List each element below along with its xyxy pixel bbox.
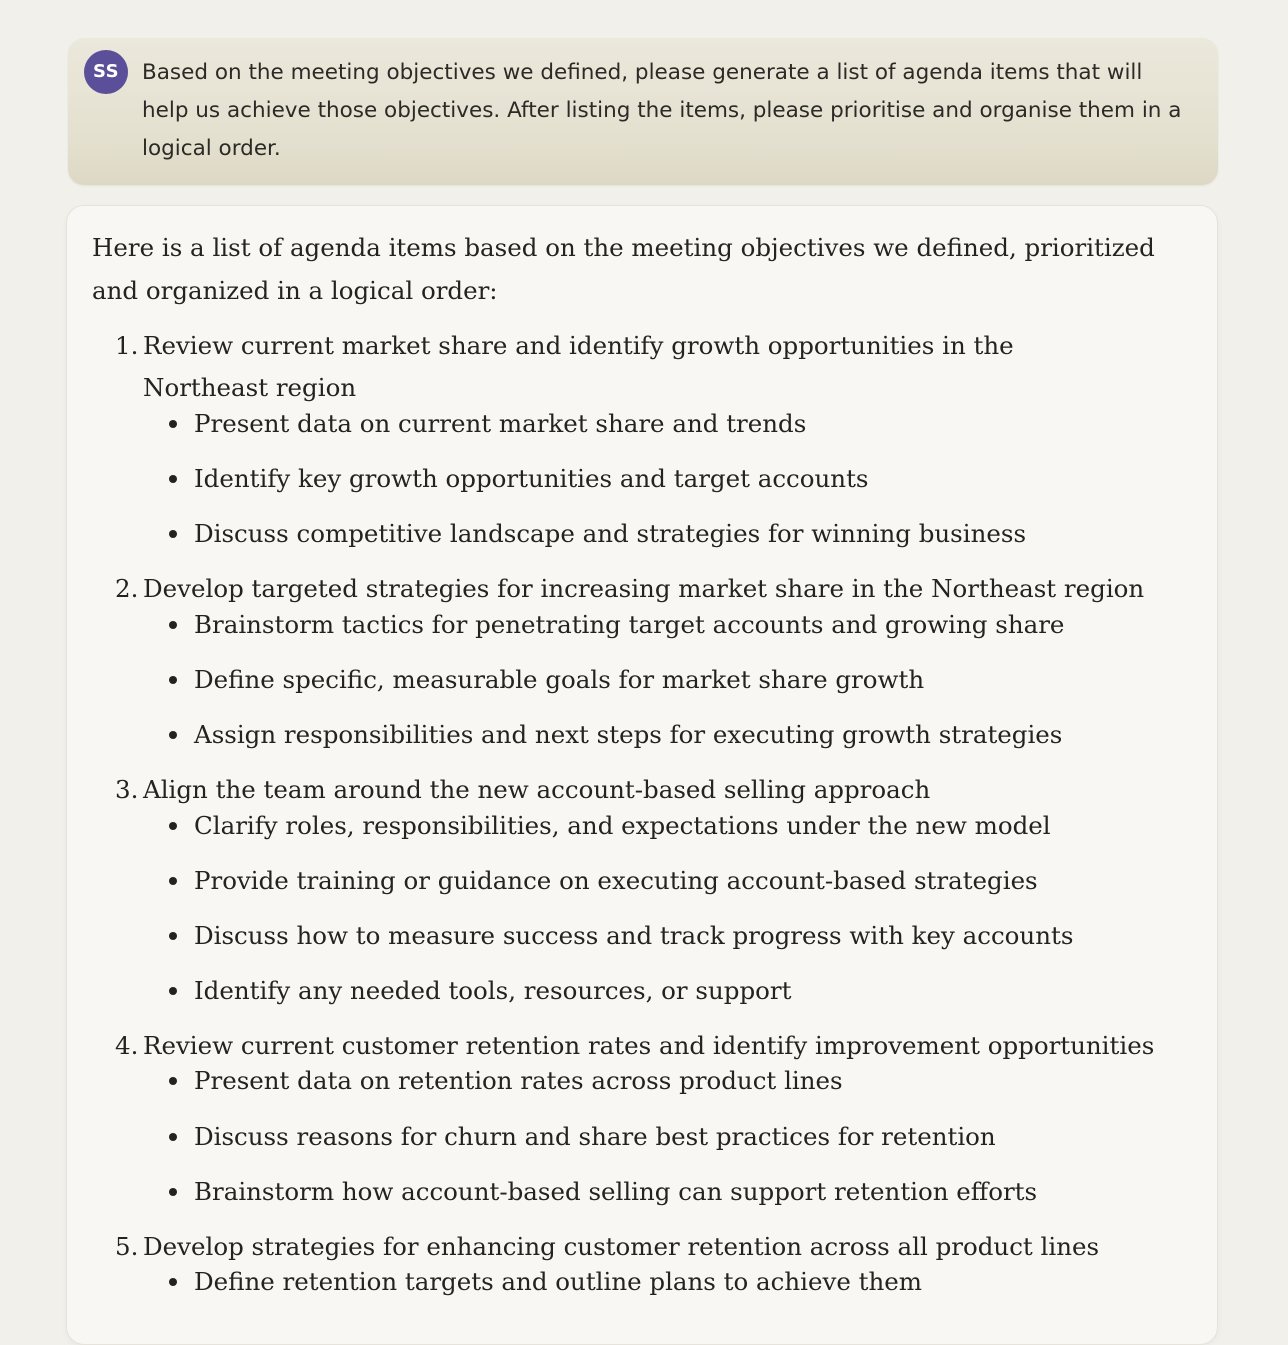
agenda-subitem: Brainstorm tactics for penetrating target accounts and growing share bbox=[194, 610, 1065, 639]
agenda-subitem: Identify any needed tools, resources, or support bbox=[194, 976, 792, 1005]
agenda-item-number: 3. bbox=[115, 775, 139, 804]
user-avatar[interactable]: SS bbox=[84, 50, 128, 94]
agenda-subitem: Define retention targets and outline plans to achieve them bbox=[194, 1267, 922, 1296]
bullet-dot bbox=[169, 932, 177, 940]
agenda-subitem: Brainstorm how account-based selling can support retention efforts bbox=[194, 1177, 1038, 1206]
agenda-subitem: Present data on current market share and trends bbox=[194, 409, 807, 438]
response-intro: Here is a list of agenda items based on the meeting objectives we defined, prioritized and organized in a logical order: bbox=[92, 233, 1155, 305]
agenda-subitem: Assign responsibilities and next steps for executing growth strategies bbox=[194, 720, 1063, 749]
agenda-subitem: Define specific, measurable goals for market share growth bbox=[194, 665, 925, 694]
bullet-dot bbox=[169, 1133, 177, 1141]
bullet-dot bbox=[169, 676, 177, 684]
bullet-dot bbox=[169, 1077, 177, 1085]
agenda-item-title: Review current customer retention rates and identify improvement opportunities bbox=[143, 1031, 1155, 1060]
agenda-item-number: 5. bbox=[115, 1232, 139, 1261]
bullet-dot bbox=[169, 731, 177, 739]
bullet-dot bbox=[169, 822, 177, 830]
bullet-dot bbox=[169, 621, 177, 629]
agenda-subitem: Discuss reasons for churn and share best practices for retention bbox=[194, 1122, 996, 1151]
bullet-dot bbox=[169, 420, 177, 428]
user-message-text: Based on the meeting objectives we defined, please generate a list of agenda items that will help us achieve those objectives. After listing the items, please prioritise and organise them in a logical order. bbox=[142, 60, 1182, 161]
agenda-item-title: Develop strategies for enhancing customer retention across all product lines bbox=[143, 1232, 1100, 1261]
agenda-item-number: 4. bbox=[115, 1031, 139, 1060]
bullet-dot bbox=[169, 987, 177, 995]
bullet-dot bbox=[169, 1278, 177, 1286]
agenda-subitem: Discuss competitive landscape and strategies for winning business bbox=[194, 519, 1027, 548]
agenda-item-title: Review current market share and identify growth opportunities in the Northeast region bbox=[143, 331, 1014, 402]
bullet-dot bbox=[169, 475, 177, 483]
agenda-subitem: Present data on retention rates across product lines bbox=[194, 1066, 843, 1095]
agenda-item-number: 1. bbox=[115, 331, 139, 360]
agenda-item-number: 2. bbox=[115, 574, 139, 603]
bullet-dot bbox=[169, 877, 177, 885]
bullet-dot bbox=[169, 530, 177, 538]
agenda-subitem: Identify key growth opportunities and target accounts bbox=[194, 464, 869, 493]
agenda-subitem: Clarify roles, responsibilities, and expectations under the new model bbox=[194, 811, 1051, 840]
agenda-item-title: Develop targeted strategies for increasing market share in the Northeast region bbox=[143, 574, 1145, 603]
bullet-dot bbox=[169, 1188, 177, 1196]
agenda-subitem: Discuss how to measure success and track progress with key accounts bbox=[194, 921, 1074, 950]
agenda-subitem: Provide training or guidance on executing account-based strategies bbox=[194, 866, 1038, 895]
agenda-item-title: Align the team around the new account-based selling approach bbox=[143, 775, 931, 804]
